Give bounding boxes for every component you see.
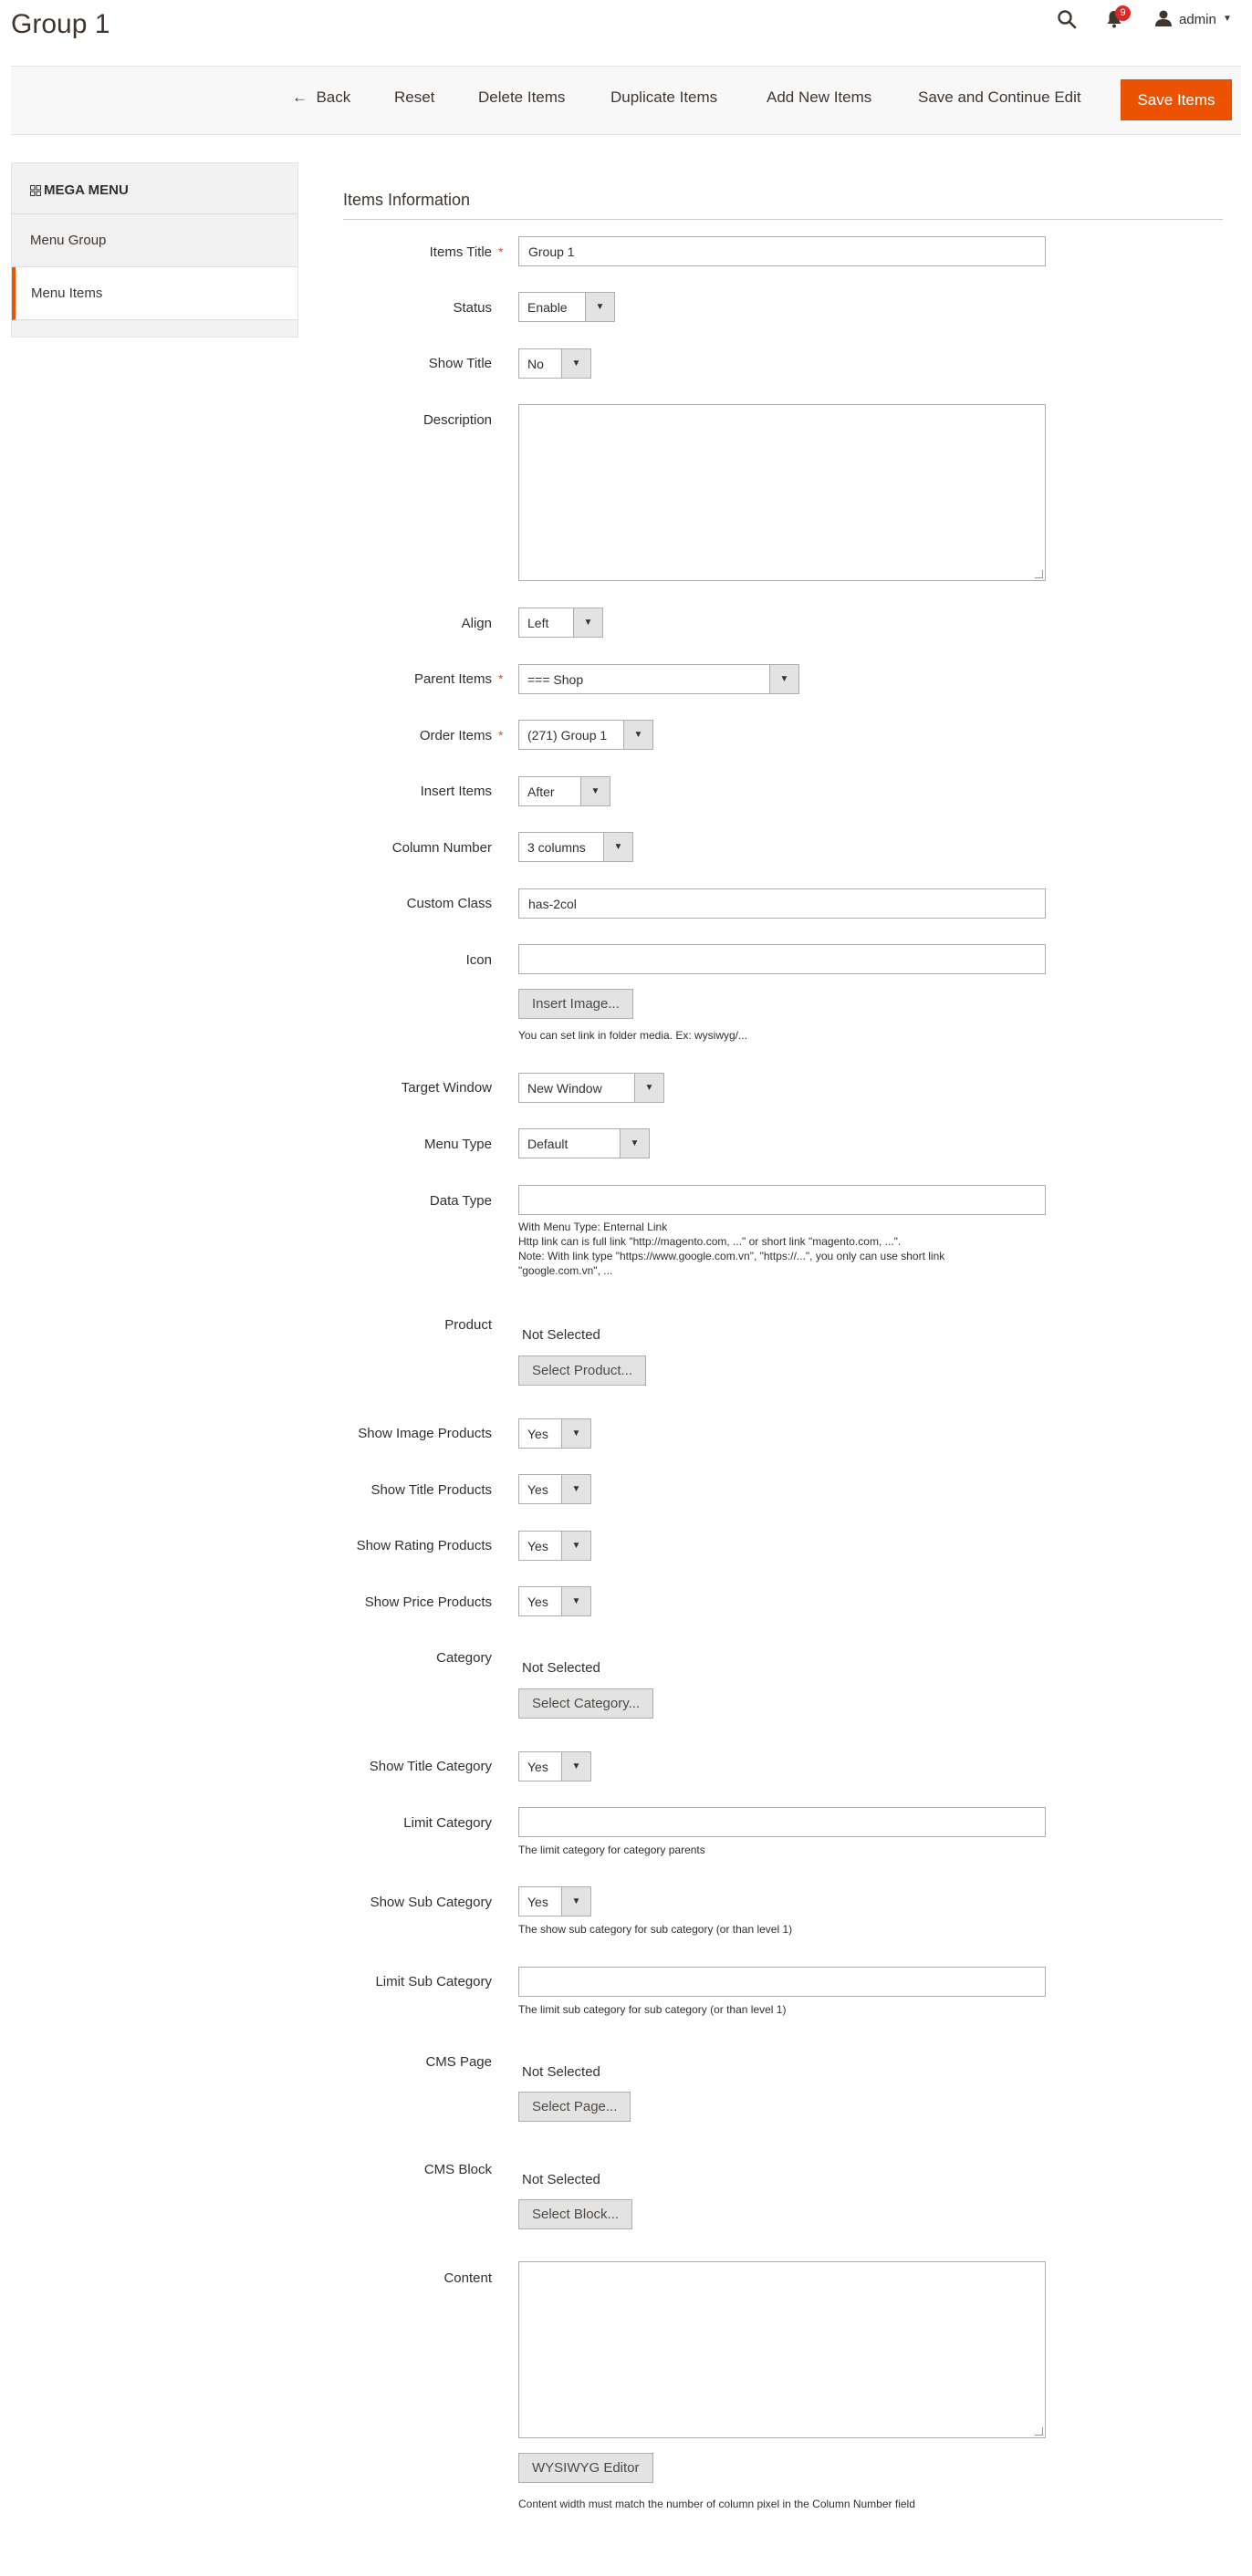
show-title-category-label: Show Title Category — [369, 1759, 492, 1774]
insert-items-label: Insert Items — [420, 784, 492, 799]
show-title-select[interactable]: No ▼ — [518, 348, 591, 379]
items-title-label: Items Title — [429, 244, 492, 260]
icon-label: Icon — [465, 952, 492, 968]
items-title-input[interactable] — [518, 236, 1046, 266]
notifications-badge: 9 — [1115, 5, 1131, 21]
category-status: Not Selected — [522, 1660, 600, 1676]
save-continue-button[interactable]: Save and Continue Edit — [918, 88, 1081, 106]
show-title-products-select[interactable]: Yes ▼ — [518, 1474, 591, 1504]
sidebar-item-menu-items[interactable]: Menu Items — [12, 267, 297, 320]
show-image-products-label: Show Image Products — [358, 1426, 492, 1441]
cms-page-label: CMS Page — [425, 2054, 492, 2070]
sidebar-title: MEGA MENU — [12, 163, 297, 214]
target-window-select[interactable]: New Window ▼ — [518, 1073, 664, 1103]
limit-sub-category-note: The limit sub category for sub category (or than level 1) — [518, 2003, 787, 2016]
show-title-label: Show Title — [428, 356, 492, 371]
column-number-select[interactable]: 3 columns ▼ — [518, 832, 633, 862]
select-arrow-icon: ▼ — [561, 1475, 590, 1503]
page-title: Group 1 — [11, 9, 110, 39]
limit-sub-category-label: Limit Sub Category — [375, 1974, 492, 1989]
select-arrow-icon: ▼ — [561, 1752, 590, 1781]
search-icon[interactable] — [1055, 7, 1079, 31]
limit-category-label: Limit Category — [403, 1815, 492, 1831]
save-items-button[interactable]: Save Items — [1121, 79, 1232, 120]
reset-button[interactable]: Reset — [394, 88, 435, 106]
content-label: Content — [443, 2270, 492, 2286]
content-textarea[interactable] — [518, 2261, 1046, 2438]
limit-category-note: The limit category for category parents — [518, 1844, 705, 1856]
wysiwyg-editor-button[interactable]: WYSIWYG Editor — [518, 2453, 653, 2483]
insert-image-button[interactable]: Insert Image... — [518, 989, 633, 1019]
user-icon[interactable] — [1153, 8, 1174, 28]
select-arrow-icon: ▼ — [561, 1887, 590, 1916]
description-textarea[interactable] — [518, 404, 1046, 581]
custom-class-input[interactable] — [518, 888, 1046, 919]
show-rating-products-label: Show Rating Products — [356, 1538, 492, 1553]
description-label: Description — [423, 412, 492, 428]
cms-block-status: Not Selected — [522, 2172, 600, 2187]
select-arrow-icon: ▼ — [620, 1129, 649, 1158]
sidebar-item-menu-group[interactable]: Menu Group — [12, 214, 297, 267]
select-block-button[interactable]: Select Block... — [518, 2199, 632, 2229]
status-label: Status — [453, 300, 492, 316]
data-type-input[interactable] — [518, 1185, 1046, 1215]
insert-items-select[interactable]: After ▼ — [518, 776, 610, 806]
target-window-label: Target Window — [401, 1080, 492, 1096]
custom-class-label: Custom Class — [406, 896, 492, 911]
duplicate-items-button[interactable]: Duplicate Items — [610, 88, 718, 106]
show-image-products-select[interactable]: Yes ▼ — [518, 1418, 591, 1449]
show-title-category-select[interactable]: Yes ▼ — [518, 1751, 591, 1781]
show-rating-products-select[interactable]: Yes ▼ — [518, 1531, 591, 1561]
data-type-note-3: Note: With link type "https://www.google.com.vn", "https://...", you only can use short link — [518, 1250, 945, 1262]
order-items-label: Order Items — [419, 728, 492, 743]
parent-items-label: Parent Items — [413, 671, 492, 687]
order-items-select[interactable]: (271) Group 1 ▼ — [518, 720, 653, 750]
section-title: Items Information — [343, 191, 471, 209]
add-new-items-button[interactable]: Add New Items — [767, 88, 872, 106]
select-arrow-icon: ▼ — [603, 833, 632, 861]
required-marker: * — [498, 728, 504, 743]
data-type-note-4: "google.com.vn", ... — [518, 1264, 613, 1277]
back-button[interactable]: ← Back — [292, 88, 351, 106]
select-arrow-icon: ▼ — [769, 665, 798, 693]
chevron-down-icon[interactable]: ▼ — [1223, 14, 1232, 24]
select-arrow-icon: ▼ — [561, 1587, 590, 1615]
align-label: Align — [461, 616, 492, 631]
limit-sub-category-input[interactable] — [518, 1967, 1046, 1997]
align-select[interactable]: Left ▼ — [518, 608, 603, 638]
select-arrow-icon: ▼ — [585, 293, 614, 321]
select-arrow-icon: ▼ — [580, 777, 610, 805]
show-sub-category-label: Show Sub Category — [370, 1895, 492, 1910]
select-arrow-icon: ▼ — [561, 1532, 590, 1560]
cms-block-label: CMS Block — [423, 2162, 492, 2177]
limit-category-input[interactable] — [518, 1807, 1046, 1837]
select-arrow-icon: ▼ — [561, 1419, 590, 1448]
show-title-products-label: Show Title Products — [370, 1482, 492, 1498]
cms-page-status: Not Selected — [522, 2064, 600, 2080]
arrow-left-icon: ← — [292, 88, 308, 106]
menu-type-select[interactable]: Default ▼ — [518, 1128, 650, 1158]
product-status: Not Selected — [522, 1327, 600, 1343]
required-marker: * — [498, 671, 504, 686]
menu-type-label: Menu Type — [424, 1137, 492, 1152]
product-label: Product — [444, 1317, 492, 1333]
category-label: Category — [436, 1650, 492, 1666]
required-marker: * — [498, 244, 504, 259]
data-type-note-1: With Menu Type: Enternal Link — [518, 1220, 668, 1233]
select-product-button[interactable]: Select Product... — [518, 1356, 646, 1386]
user-name[interactable]: admin — [1179, 12, 1216, 27]
select-page-button[interactable]: Select Page... — [518, 2092, 631, 2122]
icon-input[interactable] — [518, 944, 1046, 974]
delete-items-button[interactable]: Delete Items — [478, 88, 566, 106]
show-price-products-select[interactable]: Yes ▼ — [518, 1586, 591, 1616]
select-arrow-icon: ▼ — [561, 349, 590, 378]
show-price-products-label: Show Price Products — [364, 1594, 492, 1610]
icon-note: You can set link in folder media. Ex: wysiwyg/... — [518, 1029, 748, 1042]
show-sub-category-select[interactable]: Yes ▼ — [518, 1886, 591, 1916]
select-arrow-icon: ▼ — [623, 721, 652, 749]
data-type-label: Data Type — [429, 1193, 492, 1209]
data-type-note-2: Http link can is full link "http://magento.com, ..." or short link "magento.com, ...". — [518, 1235, 902, 1248]
grid-icon — [30, 184, 41, 200]
show-sub-category-note: The show sub category for sub category (or than level 1) — [518, 1923, 793, 1936]
parent-items-select[interactable]: === Shop ▼ — [518, 664, 799, 694]
select-arrow-icon: ▼ — [634, 1074, 663, 1102]
sidebar — [11, 162, 298, 338]
select-category-button[interactable]: Select Category... — [518, 1688, 653, 1719]
section-divider — [343, 219, 1223, 220]
bell-icon[interactable] — [1102, 7, 1126, 31]
column-number-label: Column Number — [391, 840, 492, 856]
page-actions-bar — [11, 66, 1241, 135]
status-select[interactable]: Enable ▼ — [518, 292, 615, 322]
content-note: Content width must match the number of column pixel in the Column Number field — [518, 2498, 915, 2510]
select-arrow-icon: ▼ — [573, 608, 602, 637]
